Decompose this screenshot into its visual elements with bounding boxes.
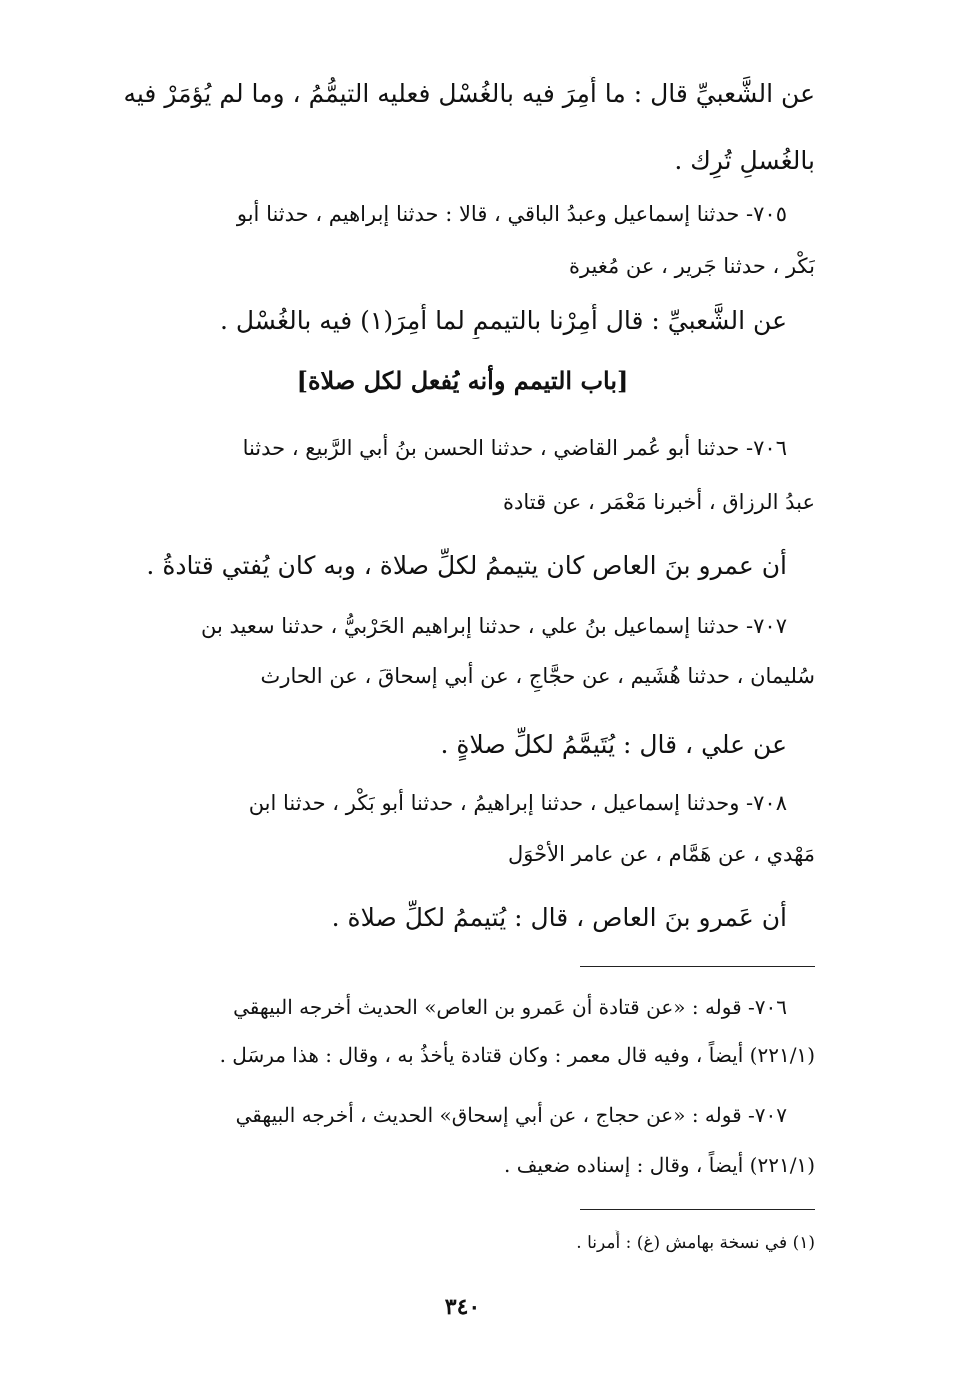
footnote-divider	[580, 1209, 815, 1210]
text-line: (٢٢١/١) أيضاً ، وقال : إسناده ضعيف .	[504, 1153, 815, 1177]
footnote-1: (١) في نسخة بهامش (غ) : أُمرنا .	[576, 1233, 815, 1253]
note-706: ٧٠٦- قوله : «عن قتادة أن عَمرو بن العاص» الحديث أخرجه البيهقي	[233, 995, 787, 1019]
hadith-707-matn: عن علي ، قال : يُتَيمَّمُ لكلِّ صلاةٍ .	[440, 730, 787, 759]
hadith-705-isnad: ٧٠٥- حدثنا إسماعيل وعبدُ الباقي ، قالا : حدثنا إبراهيم ، حدثنا أبو	[236, 202, 787, 226]
hadith-708-isnad: ٧٠٨- وحدثنا إسماعيل ، حدثنا إبراهيمُ ، حدثنا أبو بَكْر ، حدثنا ابن	[248, 791, 787, 815]
page-number: ٣٤٠	[444, 1294, 481, 1320]
text-line: سُليمان ، حدثنا هُشَيم ، عن حجَّاجٍ ، عن أبي إسحاقَ ، عن الحارث	[260, 664, 815, 688]
notes-divider	[580, 966, 815, 967]
text-line: عن الشَّعبيِّ قال : ما أُمِرَ فيه بالغُسْل فعليه التيمُّمُ ، وما لم يُؤمَرْ فيه	[123, 79, 815, 108]
book-page	[110, 0, 815, 1373]
hadith-705-matn: عن الشَّعبيِّ : قال أُمِرْنا بالتيممِ لما أُمِرَ(١) فيه بالغُسْل .	[219, 306, 787, 335]
text-line: مَهْدي ، عن هَمَّام ، عن عامر الأحْوَل	[508, 842, 815, 866]
hadith-706-matn: أن عمرو بنَ العاص كان يتيممُ لكلِّ صلاة ، وبه كان يُفتي قتادةُ .	[146, 551, 787, 580]
text-line: بَكْر ، حدثنا جَرير ، عن مُغيرة	[568, 254, 815, 278]
hadith-706-isnad: ٧٠٦- حدثنا أبو عُمر القاضي ، حدثنا الحسن بنُ أبي الرَّبيع ، حدثنا	[242, 436, 787, 460]
hadith-707-isnad: ٧٠٧- حدثنا إسماعيل بنُ علي ، حدثنا إبراهيم الحَرْبيُّ ، حدثنا سعيد بن	[200, 614, 787, 638]
text-line: بالغُسلِ تُرِك .	[674, 146, 815, 175]
chapter-heading: [باب التيمم وأنه يُفعل لكل صلاة]	[296, 366, 629, 395]
text-line: (٢٢١/١) أيضاً ، وفيه قال معمر : وكان قتادة يأخذُ به ، وقال : هذا مرسَل .	[219, 1043, 815, 1067]
note-707: ٧٠٧- قوله : «عن حجاج ، عن أبي إسحاق» الحديث ، أخرجه البيهقي	[235, 1103, 787, 1127]
hadith-708-matn: أن عَمرو بنَ العاص ، قال : يُتيممُ لكلِّ صلاة .	[331, 903, 787, 932]
text-line: عبدُ الرزاق ، أخبرنا مَعْمَر ، عن قتادة	[503, 490, 815, 514]
